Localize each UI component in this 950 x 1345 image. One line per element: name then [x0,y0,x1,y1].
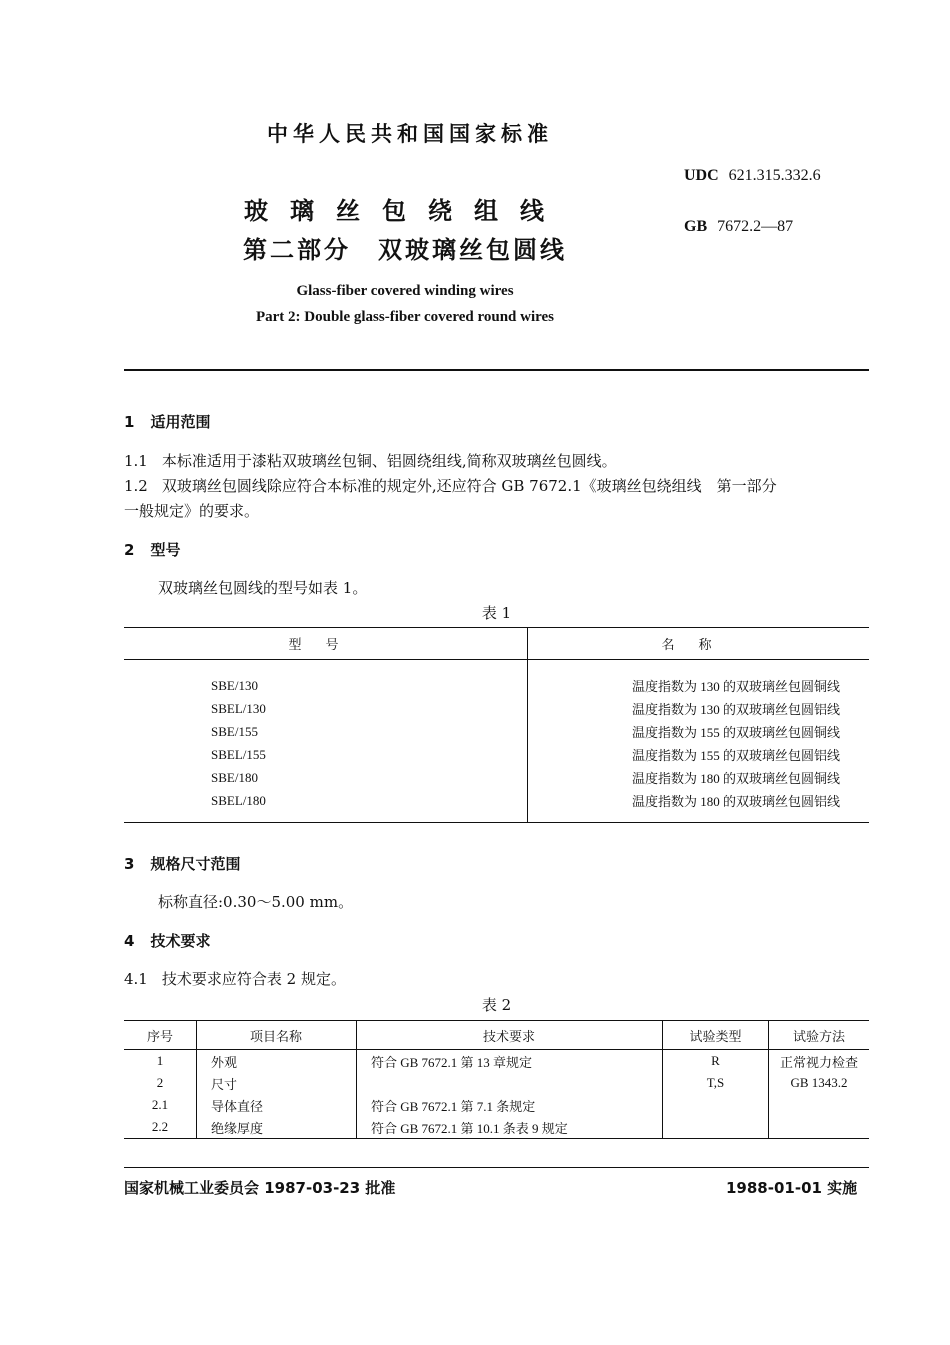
header-divider [124,369,869,371]
table-cell-item: 导体直径 [197,1094,357,1116]
table-cell-name: 温度指数为 130 的双玻璃丝包圆铜线 [632,679,841,694]
table-cell-requirement: 符合 GB 7672.1 第 10.1 条表 9 规定 [357,1116,663,1139]
table-cell-test-method [769,1094,870,1116]
section-title: 规格尺寸范围 [150,855,241,873]
table-row [124,1116,869,1139]
section-title: 适用范围 [150,413,211,431]
document-subtitle-cn: 第二部分 双玻璃丝包圆线 [243,236,567,264]
table-cell-name: 温度指数为 180 的双玻璃丝包圆铝线 [528,789,870,823]
table-2-header-test-type: 试验类型 [663,1021,769,1050]
gb-label: GB [684,218,708,235]
section-number: 4 [124,932,135,950]
table-2 [124,1020,869,1139]
udc-value: 621.315.332.6 [728,167,821,184]
section-title: 技术要求 [150,932,211,950]
table-1-header-model: 型号 [124,628,528,660]
table-cell-name: 温度指数为 130 的双玻璃丝包圆铝线 [632,702,841,717]
implementation-date: 1988-01-01 实施 [726,1179,858,1197]
section-number: 2 [124,541,135,559]
table-cell-model: SBE/180 [124,766,528,789]
section-1-heading [124,411,210,432]
table-row [124,1050,869,1073]
table-cell-no: 2 [124,1072,197,1094]
section-2-intro: 双玻璃丝包圆线的型号如表 1。 [158,579,368,597]
section-title: 型号 [150,541,181,559]
table-row [124,789,869,823]
table-cell-item: 绝缘厚度 [197,1116,357,1139]
table-cell-no: 2.2 [124,1116,197,1139]
table-cell-name: 温度指数为 180 的双玻璃丝包圆铜线 [632,771,841,786]
table-2-caption: 表 2 [481,996,512,1014]
clause-number: 4.1 [124,970,148,988]
clause-text: 技术要求应符合表 2 规定。 [161,970,346,988]
clause-1-2 [124,475,777,496]
table-2-header-requirement: 技术要求 [357,1021,663,1050]
table-row [124,743,869,766]
table-cell-requirement [357,1072,663,1094]
table-cell-test-method [769,1116,870,1139]
table-cell-requirement: 符合 GB 7672.1 第 7.1 条规定 [357,1094,663,1116]
national-standard-title: 中华人民共和国国家标准 [267,122,553,146]
table-2-header-item: 项目名称 [197,1021,357,1050]
table-cell-test-type: T,S [663,1072,769,1094]
udc-label: UDC [684,167,719,184]
clause-1-1 [124,450,617,471]
clause-4-1 [124,968,346,989]
clause-text: 双玻璃丝包圆线除应符合本标准的规定外,还应符合 GB 7672.1《玻璃丝包绕组线 第一部分 [161,477,777,495]
clause-number: 1.2 [124,477,148,495]
section-2-heading [124,539,180,560]
table-cell-requirement: 符合 GB 7672.1 第 13 章规定 [357,1050,663,1073]
table-cell-name: 温度指数为 155 的双玻璃丝包圆铝线 [632,748,841,763]
table-1-caption: 表 1 [481,604,512,622]
table-cell-test-type: R [663,1050,769,1073]
footer-divider [124,1167,869,1168]
table-row [124,766,869,789]
clause-text: 本标准适用于漆粘双玻璃丝包铜、铝圆绕组线,简称双玻璃丝包圆线。 [161,452,617,470]
table-row [124,1072,869,1094]
table-cell-model: SBE/155 [124,720,528,743]
table-cell-item: 外观 [197,1050,357,1073]
table-cell-test-type [663,1116,769,1139]
udc-code [684,167,821,185]
table-2-header-test-method: 试验方法 [769,1021,870,1050]
section-4-heading [124,930,210,951]
clause-number: 1.1 [124,452,148,470]
table-cell-item: 尺寸 [197,1072,357,1094]
table-1 [124,627,869,823]
table-2-header-no: 序号 [124,1021,197,1050]
table-cell-no: 2.1 [124,1094,197,1116]
table-row [124,697,869,720]
section-number: 1 [124,413,135,431]
table-cell-model: SBEL/180 [124,789,528,823]
table-cell-model: SBEL/130 [124,697,528,720]
gb-value: 7672.2—87 [717,218,794,235]
table-cell-name: 温度指数为 155 的双玻璃丝包圆铜线 [632,725,841,740]
section-3-heading [124,853,240,874]
section-number: 3 [124,855,135,873]
table-cell-test-method: 正常视力检查 [779,1054,858,1070]
clause-1-2-continued: 一般规定》的要求。 [124,502,260,520]
table-cell-no: 1 [124,1050,197,1073]
document-title-en: Glass-fiber covered winding wires [296,283,514,299]
table-cell-test-type [663,1094,769,1116]
section-3-text: 标称直径:0.30～5.00 mm。 [158,893,354,911]
table-cell-test-method: GB 1343.2 [790,1075,848,1090]
table-cell-model: SBE/130 [124,660,528,698]
table-row [124,660,869,698]
table-1-header-name: 名称 [528,628,870,660]
document-title-cn: 玻璃丝包绕组线 [244,197,566,225]
document-subtitle-en: Part 2: Double glass-fiber covered round wires [255,309,555,325]
table-cell-model: SBEL/155 [124,743,528,766]
approval-note: 国家机械工业委员会 1987-03-23 批准 [124,1179,396,1197]
table-row [124,1094,869,1116]
table-row [124,720,869,743]
